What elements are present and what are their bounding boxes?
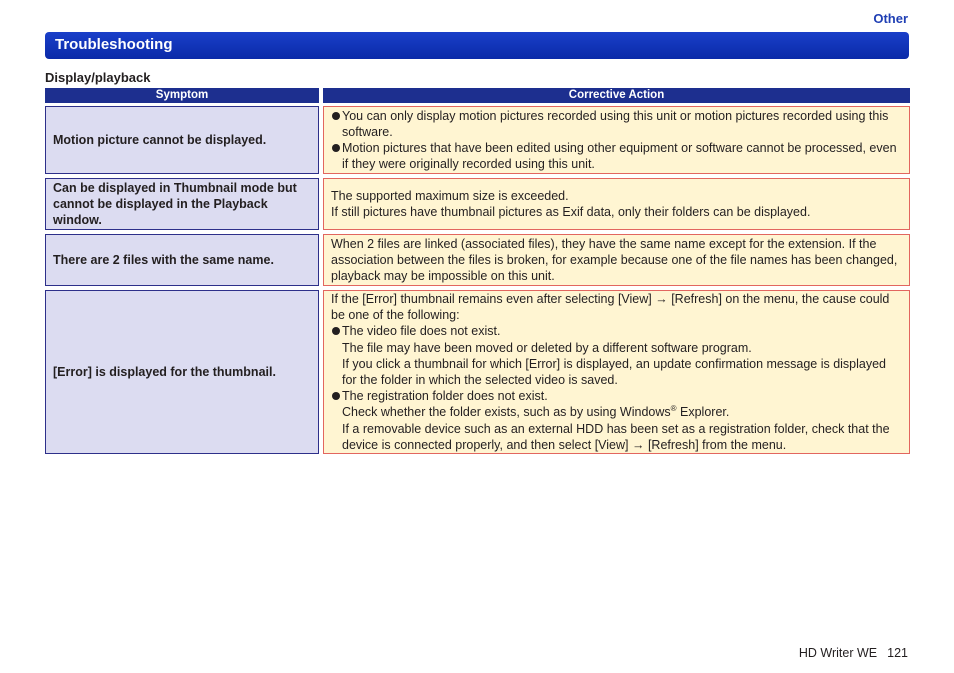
page-number: 121 xyxy=(887,646,908,660)
action-intro: If the [Error] thumbnail remains even after selecting [View] → [Refresh] on the menu, the cause could be one of the following: xyxy=(331,291,890,323)
action-cell xyxy=(323,106,910,174)
action-line: The supported maximum size is exceeded. xyxy=(331,188,569,203)
action-detail-text: Explorer. xyxy=(676,405,730,420)
action-bullet: You can only display motion pictures recorded using this unit or motion pictures recorded using this software. xyxy=(331,108,902,140)
action-detail: If you click a thumbnail for which [Error] is displayed, an update confirmation message is displayed for the folder in which the selected video is saved. xyxy=(342,356,887,387)
action-cell xyxy=(323,234,910,286)
page-title: Troubleshooting xyxy=(45,32,909,59)
symptom-text: There are 2 files with the same name. xyxy=(53,253,274,267)
action-bullet: The registration folder does not exist. xyxy=(331,388,902,404)
action-cell xyxy=(323,290,910,454)
action-detail: If a removable device such as an external HDD has been set as a registration folder, check that the device is connected properly, and then select [View] → [Refresh] from the menu. xyxy=(342,421,890,452)
symptom-cell xyxy=(45,234,319,286)
symptom-text: Motion picture cannot be displayed. xyxy=(53,133,267,147)
column-header-symptom: Symptom xyxy=(45,88,319,103)
symptom-cell xyxy=(45,106,319,174)
symptom-text: Can be displayed in Thumbnail mode but cannot be displayed in the Playback window. xyxy=(53,181,297,227)
column-header-corrective-action: Corrective Action xyxy=(323,88,910,103)
action-paragraph: When 2 files are linked (associated files), they have the same name except for the extension. If the association between the files is broken, for example because one of the file names has been changed, playback may be impossible on this unit. xyxy=(331,236,898,284)
page-footer xyxy=(799,646,908,660)
action-bullet: Motion pictures that have been edited using other equipment or software cannot be processed, even if they were originally recorded using this unit. xyxy=(331,140,902,172)
registered-mark: ® xyxy=(670,404,677,414)
action-line: If still pictures have thumbnail pictures as Exif data, only their folders can be displayed. xyxy=(331,205,811,219)
subheading: Display/playback xyxy=(45,70,151,85)
action-detail xyxy=(331,404,902,420)
action-detail: The file may have been moved or deleted by a different software program. xyxy=(342,340,752,355)
action-detail-text: Check whether the folder exists, such as by using Windows xyxy=(342,405,671,420)
action-bullet: The video file does not exist. xyxy=(331,323,902,339)
symptom-cell xyxy=(45,178,319,230)
symptom-text: [Error] is displayed for the thumbnail. xyxy=(53,365,276,379)
section-label: Other xyxy=(873,11,908,26)
product-name: HD Writer WE xyxy=(798,646,878,660)
symptom-cell xyxy=(45,290,319,454)
action-cell xyxy=(323,178,910,230)
